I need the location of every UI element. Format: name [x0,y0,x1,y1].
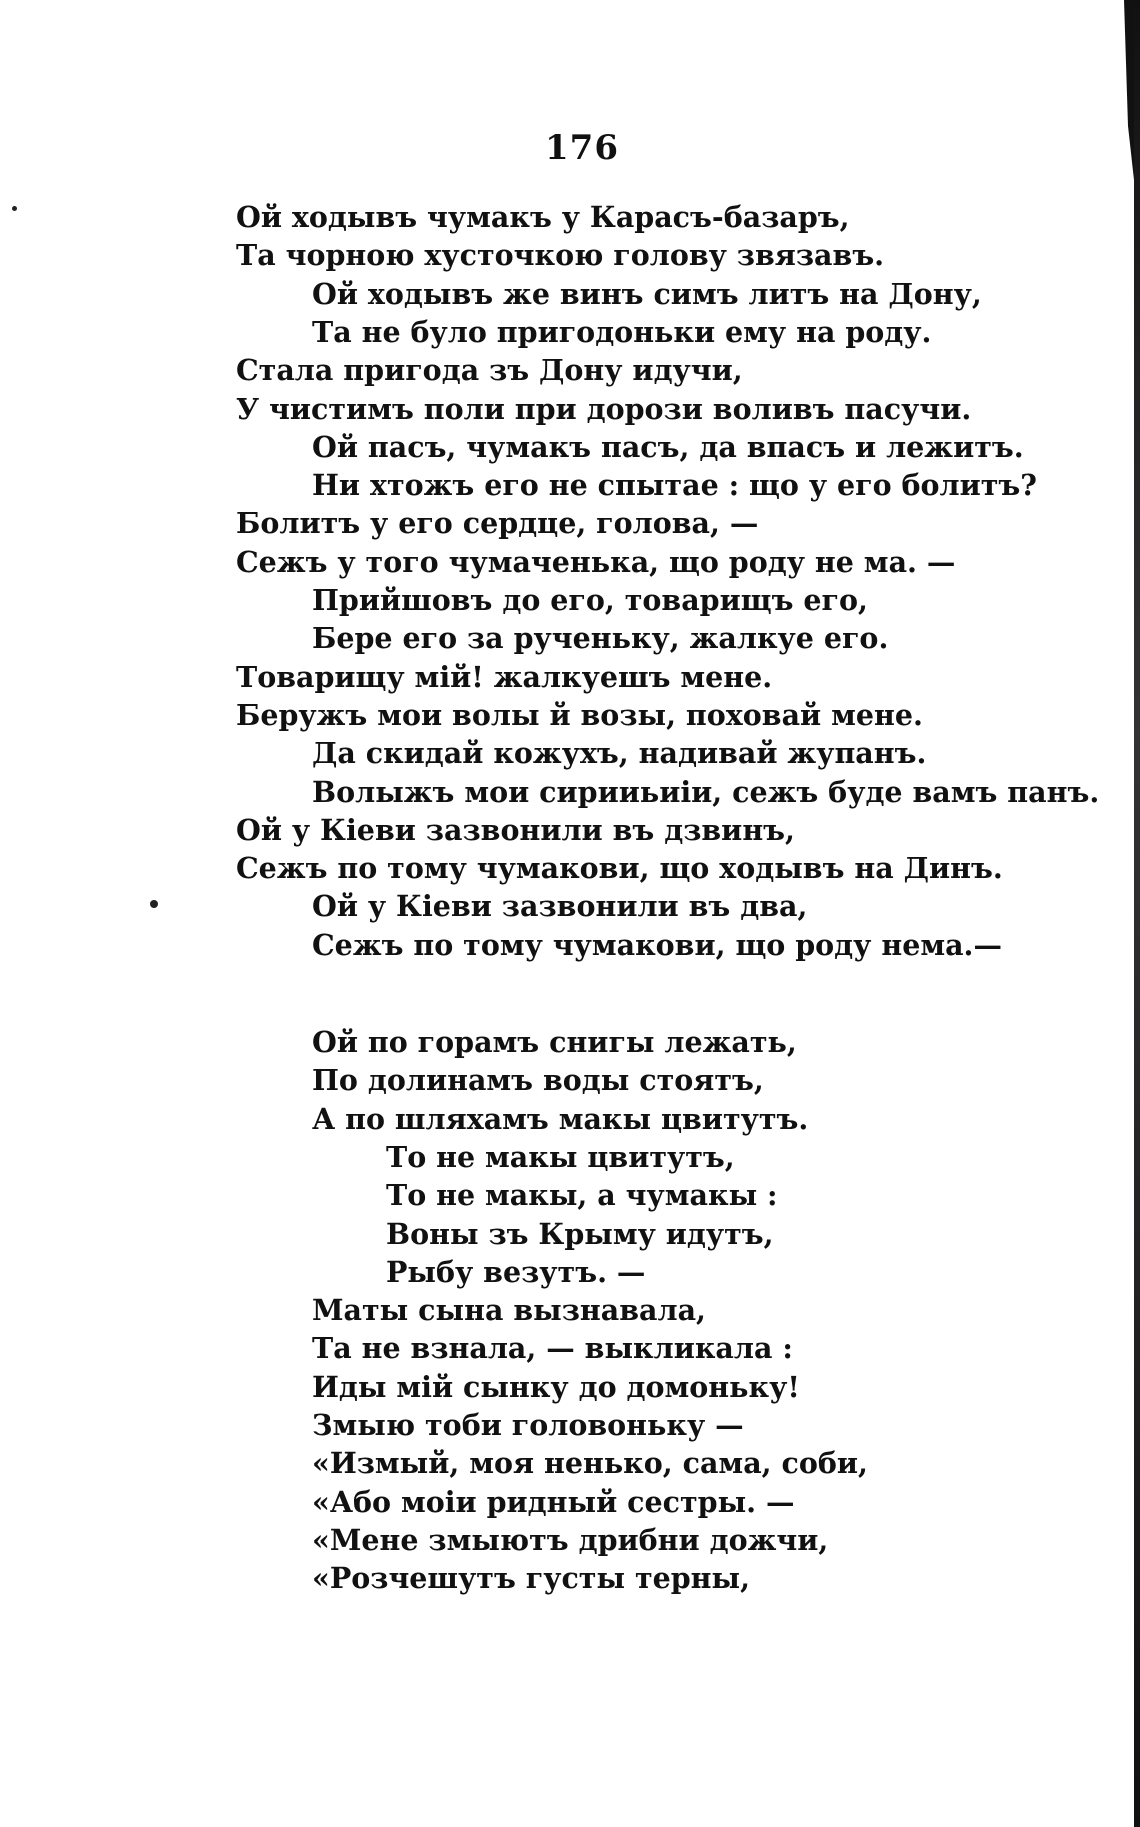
poem-line: Сежъ у того чумаченька, що роду не ма. — [236,544,956,579]
poem-line: А по шляхамъ макы цвитутъ. [312,1101,809,1136]
poem-line: По долинамъ воды стоятъ, [312,1063,764,1098]
poem-line: «Або моіи ридный сестры. — [312,1484,795,1519]
poem-line: «Измый, моя ненько, сама, соби, [312,1446,868,1481]
poem-line: Ой по горамъ снигы лежать, [312,1025,797,1059]
page-edge-mark [1124,0,1134,180]
poem-line: Да скидай кожухъ, надивай жупанъ. [312,736,927,771]
poem-line: Прийшовъ до его, товарищъ его, [312,583,868,617]
poem-line: «Розчешутъ густы терны, [312,1561,751,1596]
poem-line: Рыбу везутъ. — [386,1254,646,1289]
poem-line: Маты сына вызнавала, [312,1293,706,1328]
poem-line: Ой у Кіеви зазвонили въ дзвинъ, [236,812,795,847]
poem-line: Сежъ по тому чумакови, що ходывъ на Динъ. [236,851,1003,886]
poem-line: У чистимъ поли при дорози воливъ пасучи. [236,391,972,426]
poem-line: Та чорною хусточкою голову звязавъ. [236,238,885,273]
poem-line: Сежъ по тому чумакови, що роду нема.— [312,927,1002,962]
poem-line: Змыю тоби головоньку — [312,1408,744,1442]
poem-line: «Мене змыютъ дрибни дожчи, [312,1522,829,1557]
poem-line: Ни хтожъ его не спытае : що у его болитъ? [312,468,1037,503]
poem-line: Та не було пригодоньки ему на роду. [312,314,932,349]
page-number: 176 [545,128,619,168]
poem-line: То не макы, а чумакы : [386,1178,778,1213]
poem-line: Бере его за рученьку, жалкуе его. [312,621,889,656]
poem-line: Товарищу мій! жалкуешъ мене. [236,659,773,694]
scan-speck [12,206,17,211]
poem-line: Та не взнала, — выкликала : [312,1331,793,1366]
poem-line: Ой ходывъ чумакъ у Карасъ-базаръ, [236,200,850,234]
poem-line: Стала пригода зъ Дону идучи, [236,353,743,388]
poem-line: Ой пасъ, чумакъ пасъ, да впасъ и лежитъ. [312,429,1024,464]
poem-line: Волыжъ мои сирииьиіи, сежъ буде вамъ панъ. [312,774,1100,809]
poem-line: Воны зъ Крыму идутъ, [386,1216,774,1251]
page-edge-shadow [1134,0,1140,1827]
scan-speck [150,900,158,908]
poem-line: Ой ходывъ же винъ симъ литъ на Дону, [312,276,982,311]
poem-line: То не макы цвитутъ, [386,1139,735,1174]
poem-line: Ой у Кіеви зазвонили въ два, [312,889,808,924]
poem-line: Болитъ у его сердце, голова, — [236,506,759,541]
poem-line: Беружъ мои волы й возы, поховай мене. [236,697,923,732]
poem-line: Иды мій сынку до домоньку! [312,1369,800,1404]
